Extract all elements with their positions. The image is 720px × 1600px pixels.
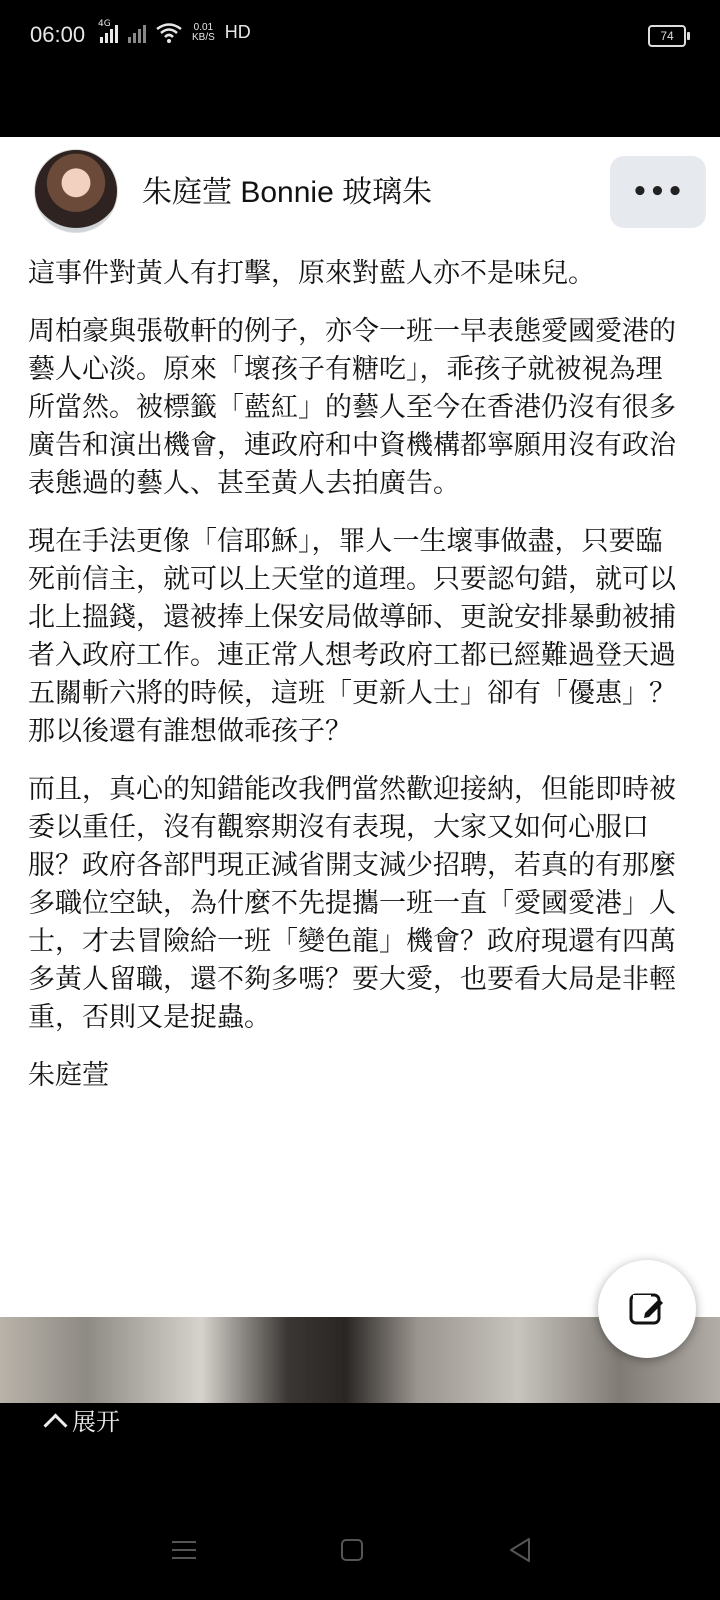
battery-icon: 74: [648, 25, 686, 47]
wifi-icon: [156, 23, 182, 43]
edit-pencil-icon: [627, 1289, 667, 1329]
post-signature: 朱庭萱: [28, 1060, 109, 1091]
more-dots-icon: •••: [631, 177, 685, 207]
post-header: [0, 137, 720, 237]
expand-button[interactable]: [44, 1402, 120, 1437]
expand-label: 展开: [72, 1408, 120, 1436]
status-time: 06:00: [30, 22, 86, 47]
post-body: [28, 255, 688, 1095]
menu-lines-icon: [171, 1539, 197, 1561]
more-options-button[interactable]: [610, 156, 706, 228]
post-paragraph: 現在手法更像「信耶穌」，罪人一生壞事做盡，只要臨死前信主，就可以上天堂的道理。只要認句錯，就可以北上搵錢，還被捧上保安局做導師、更說安排暴動被捕者入政府工作。連正常人想考政府工都已經難過登天過五關斬六將的時候，這班「更新人士」卻有「優惠」？那以後還有誰想做乖孩子？: [28, 526, 676, 747]
network-speed: 0.01 KB/S: [192, 21, 215, 43]
post-card: [0, 137, 720, 1317]
cellular-signal-2-icon: [128, 23, 146, 43]
avatar[interactable]: [34, 149, 118, 233]
post-paragraph: 這事件對黃人有打擊，原來對藍人亦不是味兒。: [28, 258, 595, 289]
home-square-icon: [340, 1538, 364, 1562]
post-paragraph: 而且，真心的知錯能改我們當然歡迎接納，但能即時被委以重任，沒有觀察期沒有表現，大家又如何心服口服？政府各部門現正減省開支減少招聘，若真的有那麼多職位空缺，為什麼不先提攜一班一直「愛國愛港」人士，才去冒險給一班「變色龍」機會？政府現還有四萬多黃人留職，還不夠多嗎？要大愛，也要看大局是非輕重，否則又是捉蟲。: [28, 774, 676, 1033]
nav-back-button[interactable]: [498, 1528, 542, 1572]
status-icons: [98, 18, 251, 43]
back-triangle-icon: [508, 1537, 532, 1563]
nav-menu-button[interactable]: [162, 1528, 206, 1572]
chevron-up-icon: [44, 1411, 62, 1429]
hd-indicator: HD: [224, 22, 251, 42]
author-name[interactable]: 朱庭萱 Bonnie 玻璃朱: [142, 176, 433, 209]
navigation-bar: [0, 1500, 720, 1600]
nav-home-button[interactable]: [330, 1528, 374, 1572]
post-paragraph: 周柏豪與張敬軒的例子，亦令一班一早表態愛國愛港的藝人心淡。原來「壞孩子有糖吃」，乖孩子就被視為理所當然。被標籤「藍紅」的藝人至今在香港仍沒有很多廣告和演出機會，連政府和中資機構都寧願用沒有政治表態過的藝人、甚至黃人去拍廣告。: [28, 316, 676, 499]
status-bar: [0, 0, 720, 72]
cellular-signal-icon: 4G: [100, 23, 118, 43]
compose-button[interactable]: [598, 1260, 696, 1358]
